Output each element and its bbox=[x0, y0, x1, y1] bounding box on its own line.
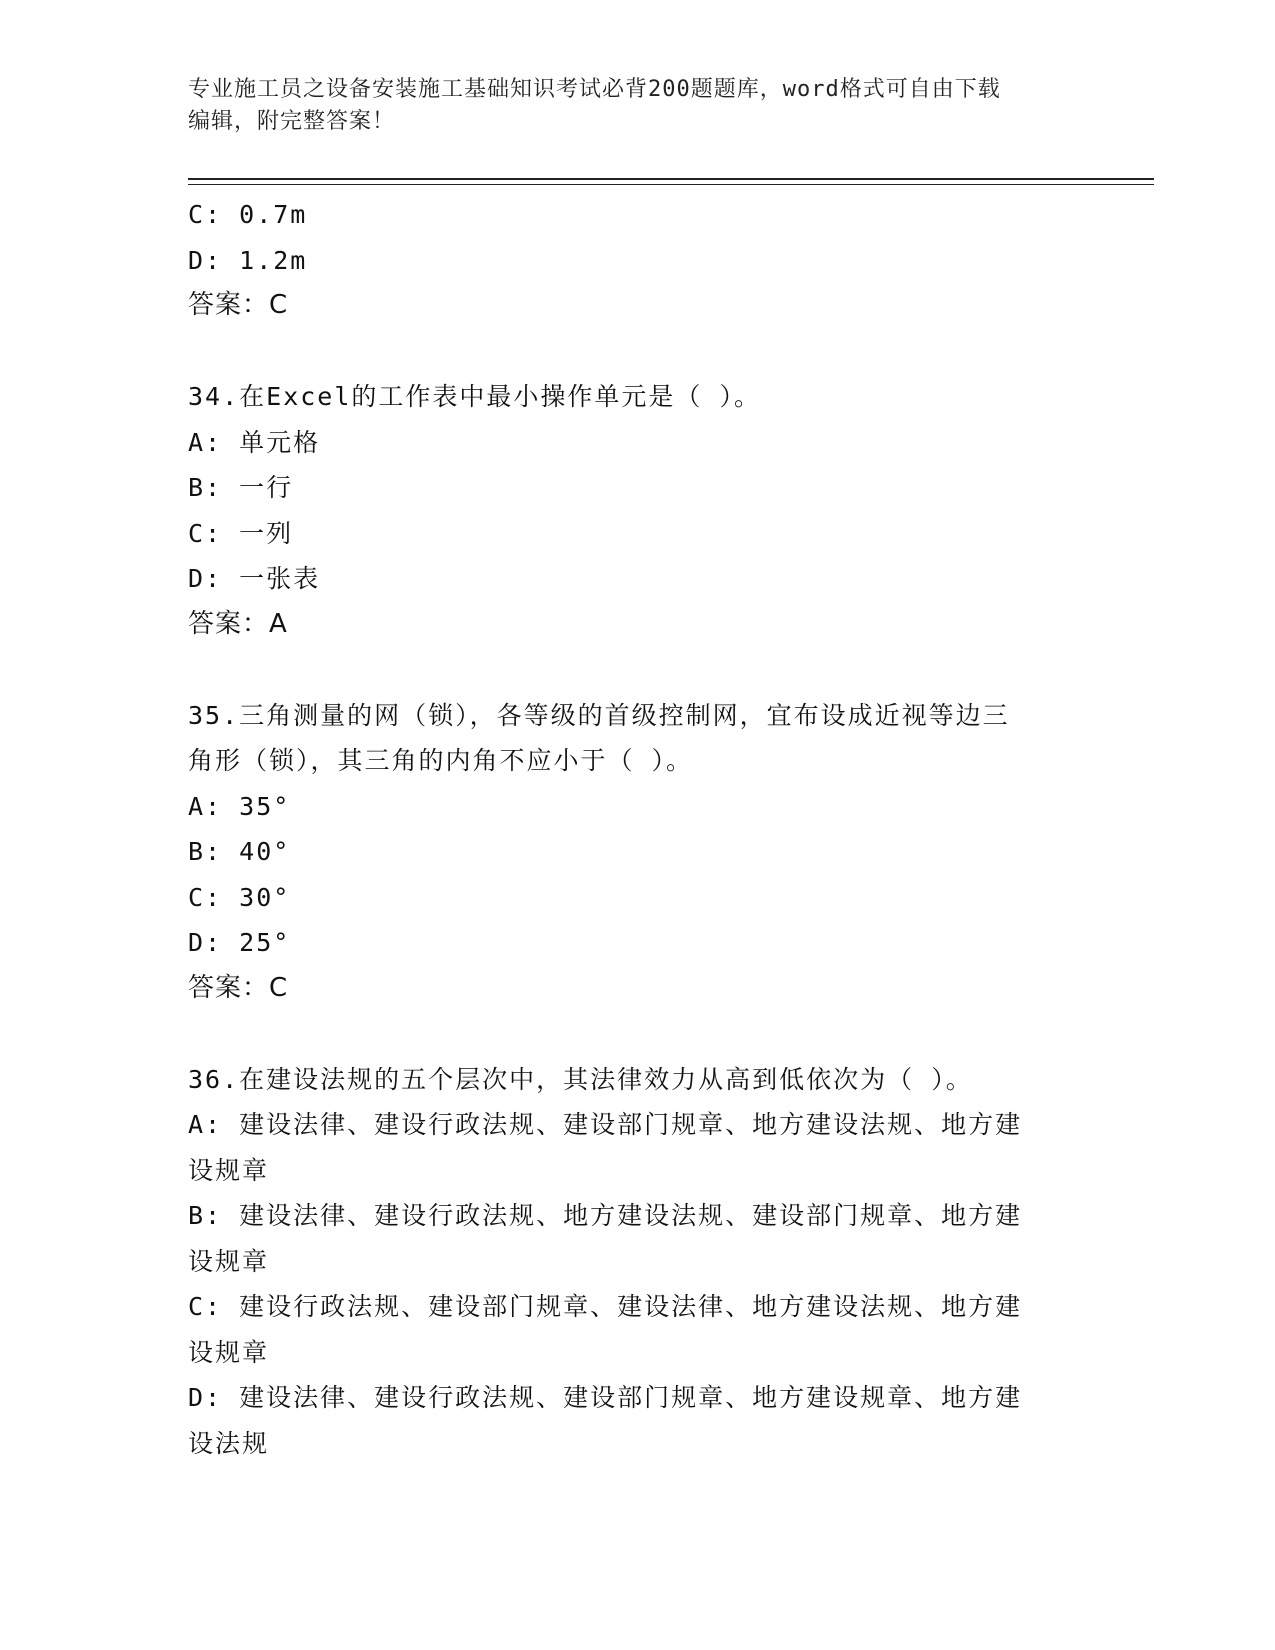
question-34 bbox=[188, 374, 1088, 647]
option-c: C: 0.7m bbox=[188, 200, 308, 229]
answer-line: 答案：C bbox=[188, 972, 289, 1003]
document-header bbox=[188, 74, 1068, 138]
answer-line: 答案：C bbox=[188, 290, 289, 320]
option-b: B: 40° bbox=[188, 837, 291, 866]
option-d-line-2: 设法规 bbox=[188, 1428, 270, 1458]
header-divider-thick bbox=[188, 178, 1154, 180]
option-a-line-2: 设规章 bbox=[188, 1155, 270, 1185]
option-a: A: 35° bbox=[188, 791, 291, 821]
option-d: D: 25° bbox=[188, 928, 291, 957]
option-d: D: 1.2m bbox=[188, 245, 308, 275]
option-c: C: 一列 bbox=[188, 518, 294, 548]
question-33-tail bbox=[188, 192, 1088, 329]
option-c-line-2: 设规章 bbox=[188, 1337, 270, 1367]
spacer bbox=[188, 329, 1088, 375]
header-title-line-1: 专业施工员之设备安装施工基础知识考试必背200题题库，word格式可自由下载 bbox=[188, 77, 1001, 102]
question-35 bbox=[188, 693, 1088, 1012]
option-b-line-1: B: 建设法律、建设行政法规、地方建设法规、建设部门规章、地方建 bbox=[188, 1201, 1023, 1230]
spacer bbox=[188, 1011, 1088, 1057]
option-b: B: 一行 bbox=[188, 473, 294, 502]
spacer bbox=[188, 647, 1088, 693]
question-36 bbox=[188, 1057, 1088, 1467]
question-text-line-1: 35.三角测量的网（锁），各等级的首级控制网，宜布设成近视等边三 bbox=[188, 700, 1010, 730]
header-title-line-2: 编辑，附完整答案！ bbox=[188, 109, 396, 134]
option-a: A: 单元格 bbox=[188, 427, 321, 457]
option-c-line-1: C: 建设行政法规、建设部门规章、建设法律、地方建设法规、地方建 bbox=[188, 1292, 1023, 1321]
option-a-line-1: A: 建设法律、建设行政法规、建设部门规章、地方建设法规、地方建 bbox=[188, 1110, 1023, 1139]
answer-line: 答案：A bbox=[188, 608, 288, 639]
option-c: C: 30° bbox=[188, 882, 291, 912]
header-divider-thin bbox=[188, 184, 1154, 185]
option-b-line-2: 设规章 bbox=[188, 1246, 270, 1276]
question-text: 36.在建设法规的五个层次中，其法律效力从高到低依次为（ ）。 bbox=[188, 1064, 973, 1094]
question-text-line-2: 角形（锁），其三角的内角不应小于（ ）。 bbox=[188, 746, 694, 775]
question-list bbox=[188, 192, 1088, 1466]
option-d-line-1: D: 建设法律、建设行政法规、建设部门规章、地方建设规章、地方建 bbox=[188, 1383, 1023, 1412]
option-d: D: 一张表 bbox=[188, 564, 321, 593]
question-text: 34.在Excel的工作表中最小操作单元是（ ）。 bbox=[188, 382, 761, 411]
